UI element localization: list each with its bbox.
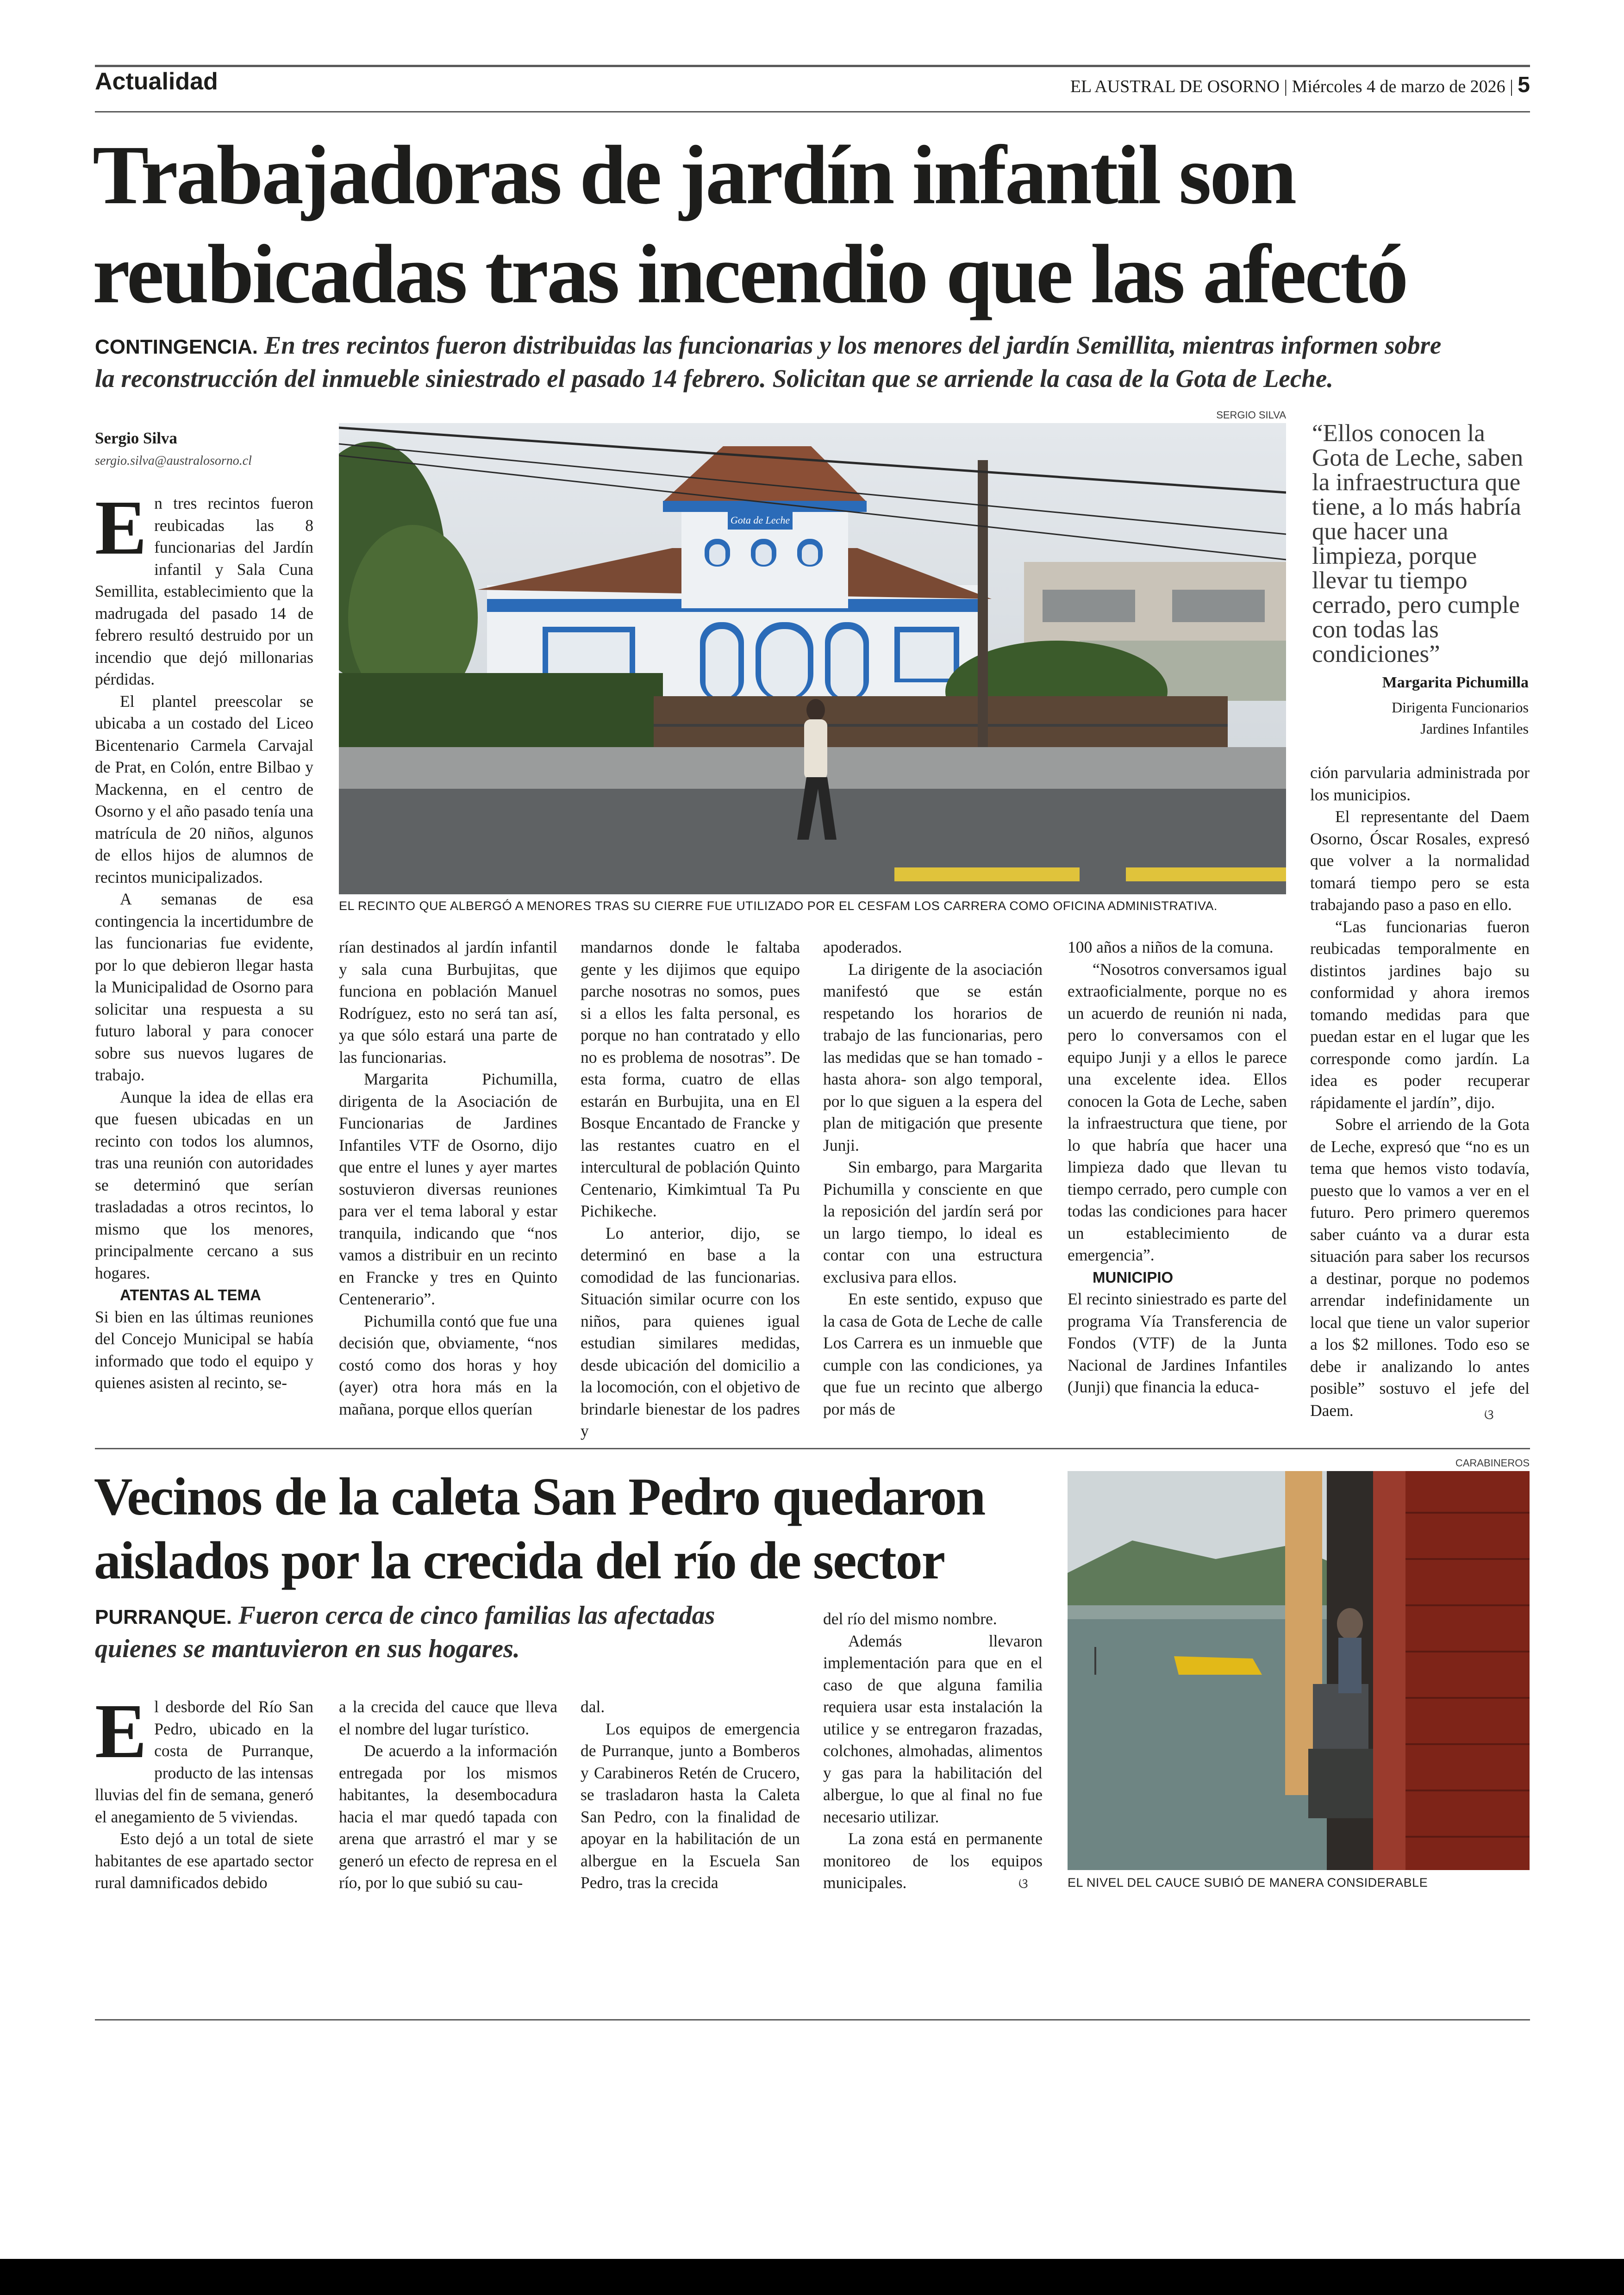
article2-paragraph: Esto dejó a un total de siete habitantes de ese apartado sector rural damnificados debido bbox=[95, 1829, 313, 1892]
article1-headline bbox=[93, 126, 1537, 324]
article1-deck bbox=[95, 330, 1535, 394]
article1-headline-line2: reubicadas tras incendio que las afectó bbox=[93, 228, 1407, 321]
article2-deck-line2: quienes se mantuvieron en sus hogares. bbox=[95, 1634, 520, 1663]
article1-deck-line2: la reconstrucción del inmueble siniestrado el pasado 14 febrero. Solicitan que se arriende la casa de la Gota de Leche. bbox=[95, 364, 1333, 393]
article1-paragraph: n tres recintos fueron reubicadas las 8 funcionarias del Jardín infantil y Sala Cuna Semillita, establecimiento que la madrugada del pasado 14 de febrero resultó destruido por un incendio que dejó millonarias pérdidas. bbox=[95, 494, 313, 688]
article1-paragraph: A semanas de esa contingencia la incertidumbre de las funcionarias fue evidente, por lo que debieron llegar hasta la Municipalidad de Osorno para solicitar una respuesta a su futuro laboral y para conocer sobre sus nuevos lugares de trabajo. bbox=[95, 890, 313, 1084]
article2-paragraph: a la crecida del cauce que lleva el nombre del lugar turístico. bbox=[339, 1697, 557, 1738]
bottom-rule bbox=[95, 2019, 1530, 2021]
article1-paragraph: El representante del Daem Osorno, Óscar Rosales, expresó que volver a la normalidad tomará tiempo pero se esta trabajando paso a paso en ello. bbox=[1310, 807, 1530, 914]
article2-paragraph: Además llevaron implementación para que en el caso de que alguna familia requiera usar esta instalación la utilice y se entregaron frazadas, colchones, almohadas, alimentos y gas para la habilitación del albergue, lo que al final no fue necesario utilizar. bbox=[823, 1631, 1043, 1826]
article1-dropcap: E bbox=[95, 485, 147, 571]
footer-bar bbox=[0, 2259, 1624, 2295]
article2-column-1 bbox=[95, 1688, 313, 1894]
article1-paragraph: “Nosotros conversamos igual extraoficialmente, porque no es un acuerdo de reunión ni nada, pero lo conversamos con el equipo Junji y a ellos le parece una excelente idea. Ellos conocen la Gota de Leche, saben la infraestructura que tiene, por lo que habría que hacer una limpieza dado que llevan tu tiempo cerrado, pero cumple con todas las condiciones para hacer un establecimiento de emergencia”. bbox=[1068, 960, 1287, 1264]
article2-end-mark: ଓ bbox=[1018, 1876, 1028, 1891]
article1-column-4 bbox=[823, 936, 1043, 1420]
article2-column-2 bbox=[339, 1696, 557, 1894]
article1-paragraph: mandarnos donde le faltaba gente y les dijimos que equipo parche nosotras no somos, pues si a ellos les falta personal, es porque no han contratado y ello no es problema de nosotras”. De esta forma, cuatro de ellas estarán en Burbujita, una en El Bosque Encantado de Francke y las restantes cuatro en el intercultural de población Quinto Centenario, Kimkimtual Ta Pu Pichikeche. bbox=[581, 938, 800, 1220]
article1-paragraph: Pichumilla contó que fue una decisión que, obviamente, “nos costó como dos horas y hoy (ayer) otra hora más en la mañana, porque ellos querían bbox=[339, 1311, 557, 1418]
photo1-caption: EL RECINTO QUE ALBERGÓ A MENORES TRAS SU CIERRE FUE UTILIZADO POR EL CESFAM LOS CARRERA COMO OFICINA ADMINISTRATIVA. bbox=[339, 899, 1218, 913]
article1-paragraph: 100 años a niños de la comuna. bbox=[1068, 938, 1274, 956]
article2-deck bbox=[95, 1600, 817, 1665]
photo2-credit: CARABINEROS bbox=[1455, 1457, 1530, 1469]
photo-gota-de-leche bbox=[339, 423, 1286, 894]
article1-paragraph: Margarita Pichumilla, dirigenta de la Asociación de Funcionarias de Jardines Infantiles VTF de Osorno, dijo que entre el lunes y ayer martes sostuvieron diversas reuniones para ver el tema laboral y estar tranquila, indicando que “nos vamos a distribuir en un recinto en Francke y tres en Quinto Centenerario”. bbox=[339, 1070, 557, 1308]
article1-paragraph: “Las funcionarias fueron reubicadas temporalmente en distintos jardines bajo su conformidad y ahora iremos tomando medidas para que puedan estar en el lugar que les corresponde como jardín. La idea es poder recuperar rápidamente el jardín”, dijo. bbox=[1310, 917, 1530, 1112]
article2-dropcap: E bbox=[95, 1688, 147, 1774]
header-rule bbox=[95, 111, 1530, 112]
article1-column-5 bbox=[1068, 936, 1287, 1398]
article-divider bbox=[95, 1448, 1530, 1449]
pull-quote: “Ellos conocen la Gota de Leche, saben la infraestructura que tiene, a lo más habría que hacer una limpieza, porque llevar tu tiempo cerrado, pero cumple con todas las condiciones” bbox=[1312, 420, 1524, 667]
article1-paragraph: El recinto siniestrado es parte del programa Vía Transferencia de Fondos (VTF) de la Junta Nacional de Jardines Infantiles (Junji) que financia la educa- bbox=[1068, 1290, 1287, 1396]
article2-paragraph: La zona está en permanente monitoreo de los equipos municipales. bbox=[823, 1829, 1043, 1892]
article1-paragraph: Si bien en las últimas reuniones del Concejo Municipal se había informado que todo el equipo y quienes asisten al recinto, se- bbox=[95, 1307, 313, 1392]
section-label: Actualidad bbox=[95, 68, 218, 95]
article1-paragraph: rían destinados al jardín infantil y sala cuna Burbujitas, que funciona en población Manuel Rodríguez, esto no será tan así, ya que sólo estará una parte de las funcionarias. bbox=[339, 938, 557, 1066]
quote-role-line2: Jardines Infantiles bbox=[1420, 720, 1529, 737]
subhead-municipio: MUNICIPIO bbox=[1093, 1268, 1174, 1286]
quote-role-line1: Dirigenta Funcionarios bbox=[1392, 699, 1529, 716]
top-rule bbox=[95, 65, 1530, 67]
issue-date: Miércoles 4 de marzo de 2026 bbox=[1292, 77, 1505, 96]
subhead-atentas: ATENTAS AL TEMA bbox=[120, 1286, 261, 1303]
article1-column-3 bbox=[581, 936, 800, 1442]
article2-paragraph: Los equipos de emergencia de Purranque, junto a Bomberos y Carabineros Retén de Crucero, se trasladaron hasta la Caleta San Pedro, con la finalidad de apoyar en la habilitación de un albergue en la Escuela San Pedro, tras la crecida bbox=[581, 1719, 800, 1892]
article2-deck-line1: Fueron cerca de cinco familias las afectadas bbox=[238, 1601, 715, 1630]
article2-column-3 bbox=[581, 1696, 800, 1894]
article1-end-mark: ଓ bbox=[1484, 1407, 1494, 1422]
article2-paragraph: del río del mismo nombre. bbox=[823, 1609, 997, 1628]
article1-column-6 bbox=[1310, 762, 1530, 1422]
page-number: 5 bbox=[1518, 73, 1530, 97]
article1-kicker: CONTINGENCIA. bbox=[95, 336, 258, 358]
article1-column-1 bbox=[95, 485, 313, 1394]
article1-paragraph: La dirigente de la asociación manifestó que se están respetando los horarios de trabajo de las funcionarias, pero las medidas que se han tomado -hasta ahora- son algo temporal, por lo que siguen a la espera del plan de mitigación que presente Junji. bbox=[823, 960, 1043, 1154]
photo2-caption: EL NIVEL DEL CAUCE SUBIÓ DE MANERA CONSIDERABLE bbox=[1068, 1876, 1428, 1890]
author-email: sergio.silva@australosorno.cl bbox=[95, 454, 252, 468]
quote-author: Margarita Pichumilla bbox=[1382, 674, 1529, 691]
article2-column-4 bbox=[823, 1608, 1043, 1894]
article2-paragraph: l desborde del Río San Pedro, ubicado en la costa de Purranque, producto de las intensas lluvias del fin de semana, generó el anegamiento de 5 viviendas. bbox=[95, 1697, 313, 1826]
article1-paragraph: apoderados. bbox=[823, 938, 902, 956]
article1-paragraph: ción parvularia administrada por los municipios. bbox=[1310, 763, 1530, 804]
article1-paragraph: En este sentido, expuso que la casa de Gota de Leche de calle Los Carrera es un inmueble que cumple con las condiciones, ya que fue un recinto que albergo por más de bbox=[823, 1290, 1043, 1418]
masthead: EL AUSTRAL DE OSORNO | Miércoles 4 de marzo de 2026 | 5 bbox=[1070, 73, 1530, 97]
article2-headline bbox=[94, 1465, 1075, 1593]
article1-paragraph: Lo anterior, dijo, se determinó en base a la comodidad de las funcionarias. Situación similar ocurre con los niños, para quienes igual estudian similares medidas, desde ubicación del domicilio a la locomoción, con el objetivo de brindarle bienestar de los padres y bbox=[581, 1223, 800, 1440]
article1-deck-line1: En tres recintos fueron distribuidas las funcionarias y los menores del jardín Semillita, mientras informen sobre bbox=[264, 331, 1442, 359]
article2-kicker: PURRANQUE. bbox=[95, 1606, 232, 1628]
article1-headline-line1: Trabajadoras de jardín infantil son bbox=[93, 129, 1295, 222]
photo1-credit: SERGIO SILVA bbox=[1216, 409, 1286, 421]
article2-headline-line2: aislados por la crecida del río de sector bbox=[94, 1531, 945, 1590]
article1-paragraph: Aunque la idea de ellas era que fuesen ubicadas en un recinto con todos los alumnos, tras una reunión con autoridades se determinó que serían trasladadas a otros recintos, lo mismo que los menores, principalmente cercano a sus hogares. bbox=[95, 1087, 313, 1282]
author-name: Sergio Silva bbox=[95, 429, 177, 447]
article1-paragraph: Sobre el arriendo de la Gota de Leche, expresó que “no es un tema que hemos visto todavía, puesto que lo vamos a ver en el futuro. Pero primero queremos saber cuánto va a durar esta situación para saber los recursos a destinar, porque no podemos arrendar indefinidamente un local que tiene un valor superior a los $2 millones. Todo eso se debe ir analizando lo antes posible” sostuvo el jefe del Daem. bbox=[1310, 1115, 1530, 1420]
photo-flood bbox=[1068, 1471, 1530, 1870]
article1-paragraph: Sin embargo, para Margarita Pichumilla y consciente en que la reposición del jardín será por un largo tiempo, lo ideal es contar con una estructura exclusiva para ellos. bbox=[823, 1158, 1043, 1286]
article1-column-2 bbox=[339, 936, 557, 1420]
article2-paragraph: dal. bbox=[581, 1697, 605, 1716]
article2-paragraph: De acuerdo a la información entregada por los mismos habitantes, la desembocadura hacia el mar quedó tapada con arena que arrastró el mar y se generó un efecto de represa en el río, por lo que subió su cau- bbox=[339, 1741, 557, 1892]
article1-paragraph: El plantel preescolar se ubicaba a un costado del Liceo Bicentenario Carmela Carvajal de Prat, en Colón, entre Bilbao y Mackenna, en el centro de Osorno y el año pasado tenía una matrícula de 20 niños, algunos de ellos hijos de alumnos de recintos municipalizados. bbox=[95, 692, 313, 886]
newspaper-name: EL AUSTRAL DE OSORNO bbox=[1070, 77, 1280, 96]
article2-headline-line1: Vecinos de la caleta San Pedro quedaron bbox=[94, 1467, 985, 1527]
building-sign: Gota de Leche bbox=[730, 514, 790, 526]
